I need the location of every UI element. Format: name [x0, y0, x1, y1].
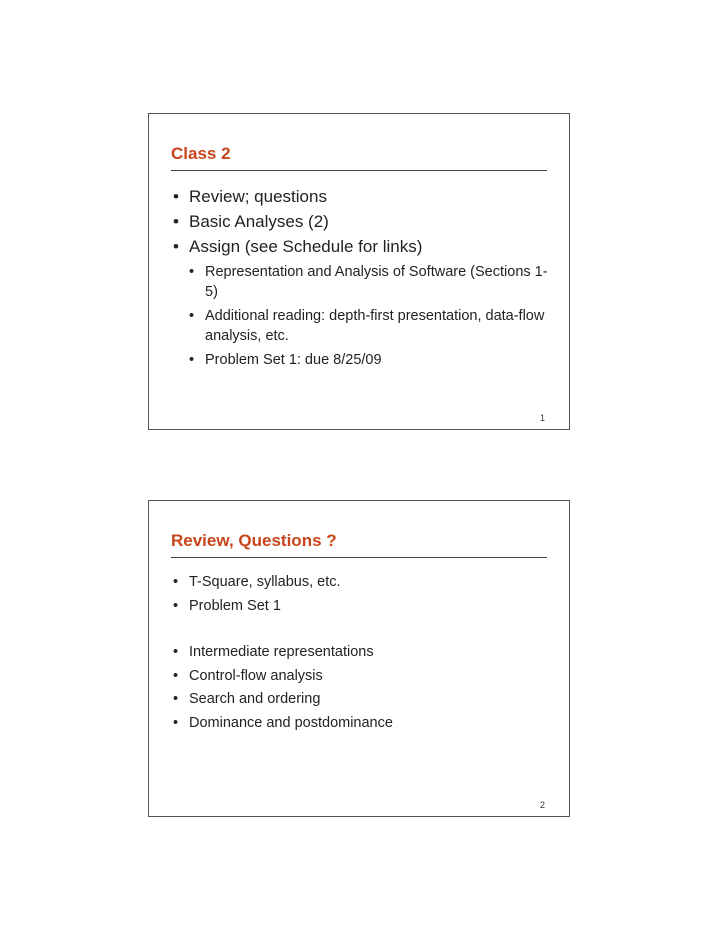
bullet-item: • Control-flow analysis: [171, 665, 549, 689]
slide-title: Class 2: [171, 144, 231, 163]
bullet-item: • Dominance and postdominance: [171, 712, 549, 736]
bullet-list: [171, 641, 549, 735]
sub-bullet-item: • Problem Set 1: due 8/25/09: [187, 350, 549, 370]
page-number: 2: [539, 800, 545, 810]
bullet-item: • Basic Analyses (2): [171, 209, 549, 234]
bullet-list: [171, 184, 549, 370]
bullet-item: • Search and ordering: [171, 688, 549, 712]
slide-1: [148, 113, 570, 430]
sub-bullet-item: • Additional reading: depth-first presentation, data-flow analysis, etc.: [187, 306, 549, 346]
page-number: 1: [539, 413, 545, 423]
slide-title: Review, Questions ?: [171, 531, 337, 550]
slide-2: [148, 500, 570, 817]
bullet-item: • Assign (see Schedule for links): [171, 234, 549, 259]
bullet-item: • Intermediate representations: [171, 641, 549, 665]
bullet-item: • Problem Set 1: [171, 595, 549, 619]
title-divider: [171, 557, 547, 558]
bullet-item: • Review; questions: [171, 184, 549, 209]
bullet-list: [171, 571, 549, 618]
sub-bullet-item: • Representation and Analysis of Software (Sections 1-5): [187, 262, 549, 302]
bullet-item: • T-Square, syllabus, etc.: [171, 571, 549, 595]
title-divider: [171, 170, 547, 171]
